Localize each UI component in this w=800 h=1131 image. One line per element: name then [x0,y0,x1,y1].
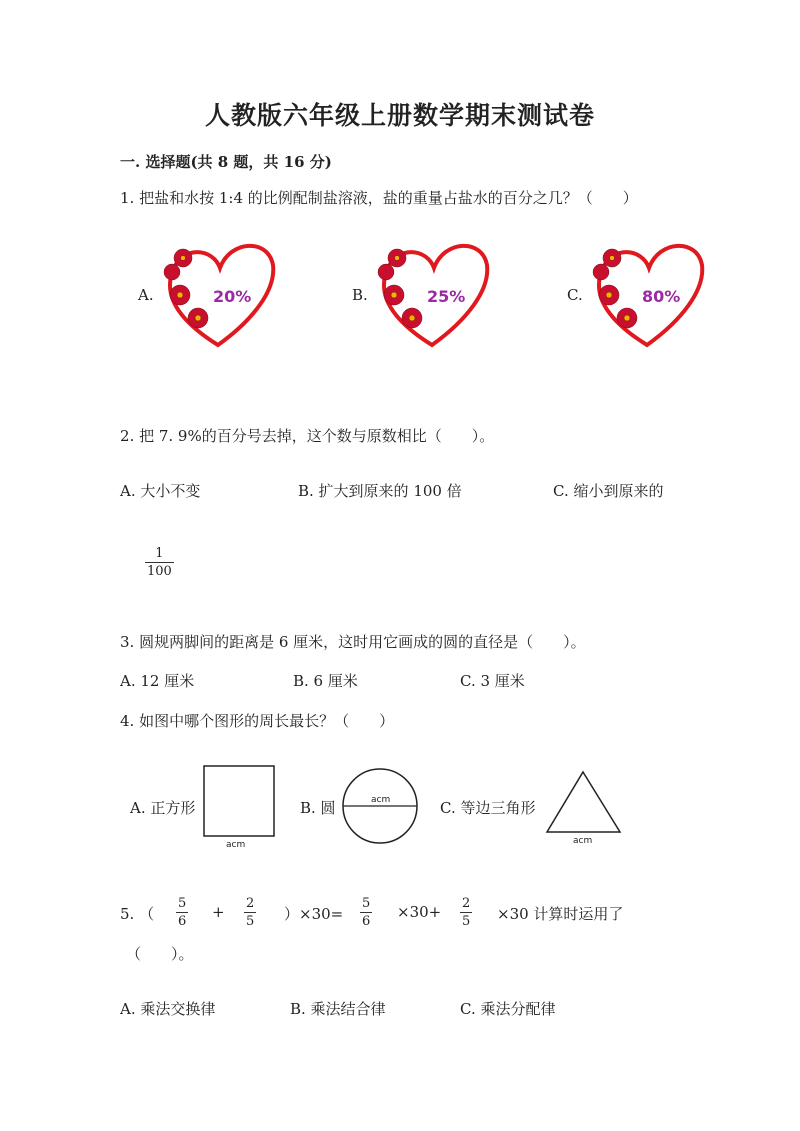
q1-option-a-heart [158,240,288,350]
q1-option-b-heart [372,240,502,350]
q5-fraction-4: 2 5 [462,896,471,929]
q4-option-b: B. 圆 [300,799,336,817]
q5-plus: + [212,903,225,921]
q4-option-a: A. 正方形 [130,799,196,817]
q5-option-b: B. 乘法结合律 [290,1000,386,1018]
triangle-side-label: acm [573,836,593,846]
q5-mid: ）×30= [284,905,344,923]
q5-prefix: 5. （ [120,905,155,923]
circle-diameter-label: acm [371,795,391,805]
q2-option-c-fraction [145,546,174,579]
fraction-numerator: 1 [155,546,164,561]
section-heading: 一. 选择题(共 8 题，共 16 分) [120,153,332,171]
q2-option-a: A. 大小不变 [120,482,201,500]
question-3-text: 3. 圆规两脚间的距离是 6 厘米，这时用它画成的圆的直径是（ ）。 [120,633,586,651]
q1-option-b-percent: 25% [427,287,466,306]
q1-option-c-label: C. [567,286,583,304]
q2-option-c: C. 缩小到原来的 [553,482,664,500]
q5-option-a: A. 乘法交换律 [120,1000,216,1018]
page-title: 人教版六年级上册数学期末测试卷 [204,101,595,130]
q5-suffix: ×30 计算时运用了 [497,905,624,923]
triangle-figure [545,768,625,848]
q1-option-b-label: B. [352,286,368,304]
q5-fraction-1: 5 6 [178,896,187,929]
square-figure [198,760,280,852]
fraction-denominator: 100 [147,564,172,579]
question-1-text: 1. 把盐和水按 1:4 的比例配制盐溶液，盐的重量占盐水的百分之几？（ ） [120,189,638,207]
q1-option-a-label: A. [138,286,154,304]
q1-option-a-percent: 20% [213,287,252,306]
q2-option-b: B. 扩大到原来的 100 倍 [298,482,462,500]
square-side-label: acm [226,840,246,850]
q3-option-c: C. 3 厘米 [460,672,525,690]
circle-figure [340,766,422,848]
q4-option-c: C. 等边三角形 [440,799,536,817]
q1-option-c-heart [587,240,717,350]
q5-fraction-3: 5 6 [362,896,371,929]
q3-option-b: B. 6 厘米 [293,672,358,690]
q5-option-c: C. 乘法分配律 [460,1000,556,1018]
question-2-text: 2. 把 7. 9%的百分号去掉，这个数与原数相比（ ）。 [120,427,495,445]
question-4-text: 4. 如图中哪个图形的周长最长？（ ） [120,712,395,730]
q1-option-c-percent: 80% [642,287,681,306]
q3-option-a: A. 12 厘米 [120,672,195,690]
q5-times30plus: ×30+ [397,903,442,921]
q5-fraction-2: 2 5 [246,896,255,929]
q5-line2: （ ）。 [126,945,194,963]
